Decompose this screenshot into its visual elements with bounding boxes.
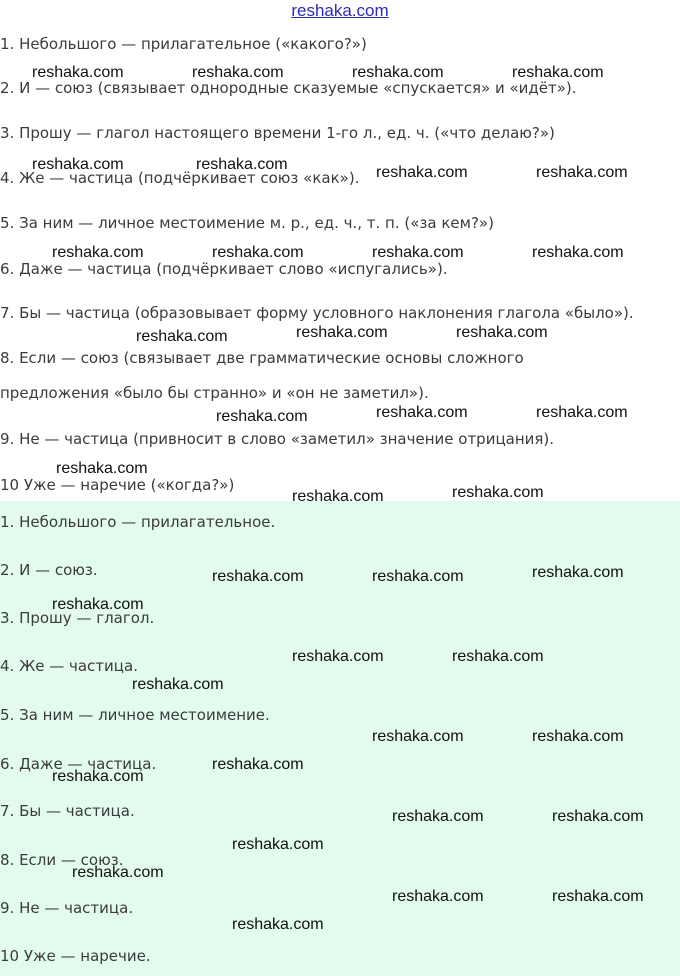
watermark: reshaka.com	[392, 888, 484, 905]
watermark: reshaka.com	[32, 64, 124, 81]
analysis-line-8: 8. Если — союз (связывает две грамматические основы сложного	[0, 349, 524, 367]
watermark: reshaka.com	[292, 488, 384, 505]
analysis-line-3: 3. Прошу — глагол настоящего времени 1-го л., ед. ч. («что делаю?»)	[0, 124, 555, 142]
watermark: reshaka.com	[532, 728, 624, 745]
watermark: reshaka.com	[552, 888, 644, 905]
answer-line-8: 8. Если — союз.	[0, 851, 124, 869]
watermark: reshaka.com	[52, 768, 144, 785]
watermark: reshaka.com	[452, 648, 544, 665]
answer-line-9: 9. Не — частица.	[0, 899, 134, 917]
analysis-line-2: 2. И — союз (связывает однородные сказуемые «спускается» и «идёт»).	[0, 79, 577, 97]
analysis-line-7: 7. Бы — частица (образовывает форму условного наклонения глагола «было»).	[0, 304, 634, 322]
watermark: reshaka.com	[296, 324, 388, 341]
site-link[interactable]: reshaka.com	[291, 1, 389, 20]
answer-line-7: 7. Бы — частица.	[0, 802, 135, 820]
watermark: reshaka.com	[372, 568, 464, 585]
watermark: reshaka.com	[56, 460, 148, 477]
answer-line-6: 6. Даже — частица.	[0, 755, 157, 773]
answer-line-4: 4. Же — частица.	[0, 657, 138, 675]
watermark: reshaka.com	[536, 404, 628, 421]
watermark: reshaka.com	[352, 64, 444, 81]
watermark: reshaka.com	[372, 244, 464, 261]
analysis-line-4: 4. Же — частица (подчёркивает союз «как»).	[0, 169, 360, 187]
analysis-line-10: 10 Уже — наречие («когда?»)	[0, 476, 235, 494]
answer-line-10: 10 Уже — наречие.	[0, 947, 151, 965]
watermark: reshaka.com	[196, 156, 288, 173]
watermark: reshaka.com	[52, 244, 144, 261]
watermark: reshaka.com	[192, 64, 284, 81]
watermark: reshaka.com	[376, 164, 468, 181]
watermark: reshaka.com	[132, 676, 224, 693]
watermark: reshaka.com	[232, 836, 324, 853]
watermark: reshaka.com	[32, 156, 124, 173]
analysis-line-9: 9. Не — частица (привносит в слово «заметил» значение отрицания).	[0, 430, 555, 448]
analysis-line-6: 6. Даже — частица (подчёркивает слово «испугались»).	[0, 260, 448, 278]
answer-line-1: 1. Небольшого — прилагательное.	[0, 513, 276, 531]
watermark: reshaka.com	[452, 484, 544, 501]
watermark: reshaka.com	[212, 568, 304, 585]
answer-line-2: 2. И — союз.	[0, 561, 98, 579]
watermark: reshaka.com	[536, 164, 628, 181]
watermark: reshaka.com	[216, 408, 308, 425]
watermark: reshaka.com	[136, 328, 228, 345]
answer-line-3: 3. Прошу — глагол.	[0, 609, 155, 627]
analysis-line-5: 5. За ним — личное местоимение м. р., ед. ч., т. п. («за кем?»)	[0, 214, 494, 232]
watermark: reshaka.com	[232, 916, 324, 933]
watermark: reshaka.com	[292, 648, 384, 665]
watermark: reshaka.com	[532, 244, 624, 261]
analysis-line-8-cont: предложения «было бы странно» и «он не заметил»).	[0, 384, 429, 402]
watermark: reshaka.com	[212, 756, 304, 773]
watermark: reshaka.com	[52, 596, 144, 613]
watermark: reshaka.com	[72, 864, 164, 881]
watermark: reshaka.com	[552, 808, 644, 825]
watermark: reshaka.com	[392, 808, 484, 825]
watermark: reshaka.com	[212, 244, 304, 261]
watermark: reshaka.com	[372, 728, 464, 745]
watermark: reshaka.com	[512, 64, 604, 81]
watermark: reshaka.com	[456, 324, 548, 341]
analysis-line-1: 1. Небольшого — прилагательное («какого?»)	[0, 35, 367, 53]
watermark: reshaka.com	[532, 564, 624, 581]
watermark: reshaka.com	[376, 404, 468, 421]
answer-line-5: 5. За ним — личное местоимение.	[0, 706, 270, 724]
